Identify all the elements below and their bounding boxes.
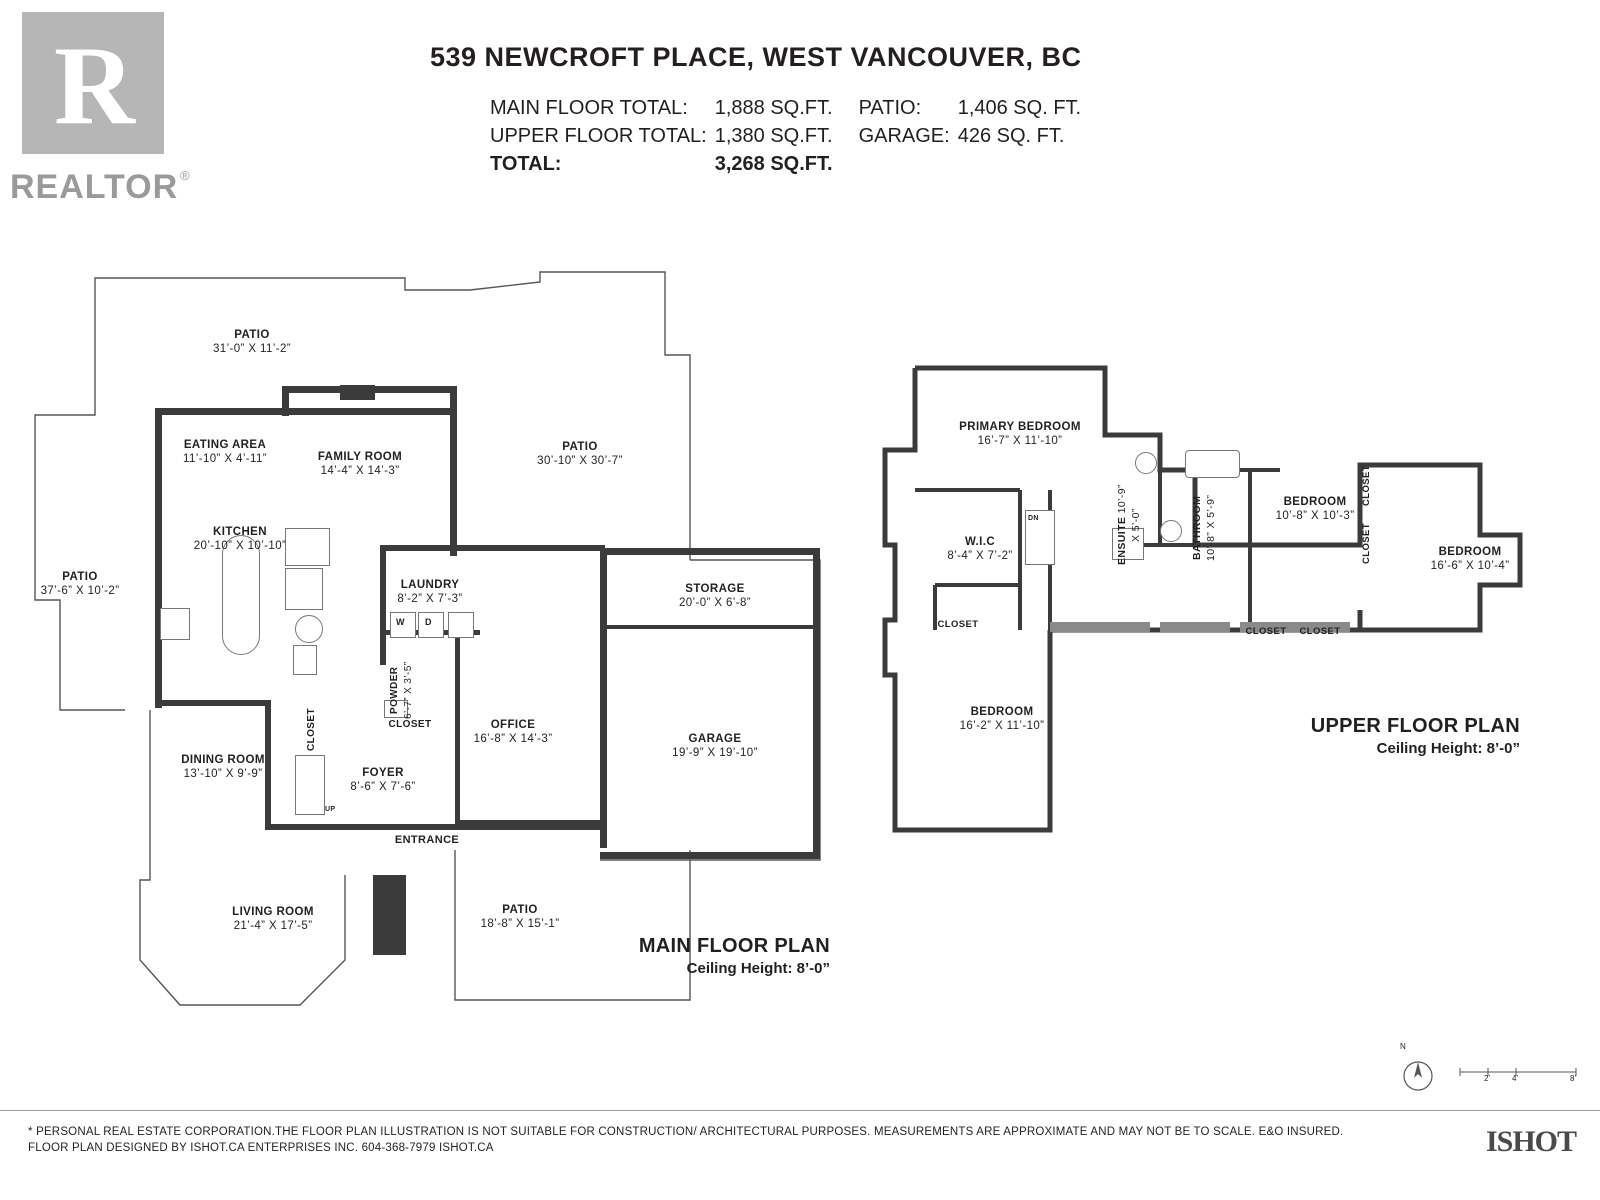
patio-label: PATIO:: [858, 97, 922, 119]
realtor-logo-registered-icon: ®: [180, 168, 190, 183]
wall: [155, 700, 270, 706]
room-label-kitchen: KITCHEN 20’-10” X 10’-10”: [193, 526, 287, 552]
wall: [600, 625, 813, 629]
closet-label-upper-5: CLOSET: [1299, 626, 1341, 637]
room-label-wic: W.I.C 8’-4” X 7’-2”: [947, 536, 1013, 562]
garage-value: 426 SQ. FT.: [957, 125, 1065, 147]
washer-label: W: [396, 617, 405, 627]
room-label-patio-south: PATIO 18’-8” X 15’-1”: [480, 904, 560, 930]
main-floor-total-value: 1,888 SQ.FT.: [714, 97, 833, 119]
footer-divider: [0, 1110, 1600, 1111]
wall: [813, 548, 820, 858]
ishot-logo: [1486, 1125, 1576, 1159]
wall: [600, 548, 607, 848]
scale-tick-8: 8’: [1570, 1074, 1577, 1083]
room-label-primary-bedroom: PRIMARY BEDROOM 16’-7” X 11’-10”: [959, 421, 1081, 447]
scale-tick-2: 2’: [1484, 1074, 1491, 1083]
compass-north-label: N: [1400, 1042, 1406, 1051]
total-value: 3,268 SQ.FT.: [714, 153, 833, 175]
realtor-logo-letter: R: [54, 24, 135, 148]
room-label-garage: GARAGE 19’-9” X 19’-10”: [672, 733, 758, 759]
room-label-patio-west: PATIO 37’-6” X 10’-2”: [40, 571, 120, 597]
compass-icon: [1395, 1048, 1441, 1094]
upper-floor-total-value: 1,380 SQ.FT.: [714, 125, 833, 147]
upper-floor-plan-subtitle: Ceiling Height: 8’-0”: [1376, 740, 1520, 757]
room-label-storage: STORAGE 20’-0” X 6’-8”: [678, 583, 752, 609]
stairs-dn-label: DN: [1028, 515, 1039, 522]
realtor-logo-word: REALTOR: [10, 168, 179, 206]
room-label-office: OFFICE 16’-8” X 14’-3”: [473, 719, 553, 745]
upper-floor-plan: [860, 330, 1600, 870]
stairs: [295, 755, 325, 815]
upper-floor-total-label: UPPER FLOOR TOTAL:: [490, 125, 707, 147]
wall: [282, 386, 289, 416]
upper-floor-outline-svg: [860, 330, 1600, 870]
fireplace: [340, 385, 375, 400]
closet-label-upper-2: CLOSET: [1361, 523, 1372, 565]
kitchen-sink: [160, 608, 190, 640]
wall: [373, 875, 406, 955]
room-label-powder: POWDER 6’-7” X 3’-5”: [389, 661, 414, 719]
entrance-label: ENTRANCE: [394, 834, 460, 846]
kitchen-island: [222, 535, 260, 655]
wall: [600, 852, 820, 859]
ensuite-sink: [1135, 452, 1157, 474]
closet-label-upper-3: CLOSET: [937, 619, 979, 630]
closet-label-upper-4: CLOSET: [1245, 626, 1287, 637]
room-label-dining-room: DINING ROOM 13’-10” X 9’-9”: [181, 754, 265, 780]
closet-label-upper-1: CLOSET: [1361, 465, 1372, 507]
footer-disclaimer: [28, 1124, 1343, 1156]
room-label-patio-north: PATIO 31’-0” X 11’-2”: [212, 329, 291, 355]
room-label-foyer: FOYER 8’-6” X 7’-6”: [350, 767, 416, 793]
footer-line-1: * PERSONAL REAL ESTATE CORPORATION.THE FLOOR PLAN ILLUSTRATION IS NOT SUITABLE FOR CONSTRUCTION/ ARCHITECTURAL PURPOSES. MEASUREMENTS ARE APPROXIMATE AND MAY NOT BE TO SCALE. E&O INSURED.: [28, 1126, 1344, 1138]
scale-tick-4: 4’: [1512, 1074, 1519, 1083]
room-label-bathroom: BATHROOM 10’-8” X 5’-9”: [1191, 494, 1217, 561]
garage-label: GARAGE:: [858, 125, 950, 147]
refrigerator: [285, 568, 323, 610]
wall: [380, 545, 605, 551]
room-label-bedroom-2: BEDROOM 10’-8” X 10’-3”: [1275, 496, 1355, 522]
wall: [450, 386, 457, 556]
wall: [155, 408, 455, 415]
main-floor-plan: [0, 0, 900, 1060]
footer-line-2: FLOOR PLAN DESIGNED BY ISHOT.CA ENTERPRISES INC. 604-368-7979 ISHOT.CA: [28, 1142, 494, 1154]
room-label-laundry: LAUNDRY 8’-2” X 7’-3”: [397, 579, 463, 605]
room-label-family-room: FAMILY ROOM 14’-4” X 14’-3”: [317, 451, 403, 477]
closet-label-hall: CLOSET: [306, 708, 317, 752]
main-floor-plan-subtitle: Ceiling Height: 8’-0”: [686, 960, 830, 977]
closet-label-powder: CLOSET: [388, 719, 432, 730]
oven: [293, 645, 317, 675]
bathroom-sink: [1160, 520, 1182, 542]
total-label: TOTAL:: [490, 153, 562, 175]
room-label-eating-area: EATING AREA 11’-10” X 4’-11”: [183, 439, 267, 465]
laundry-sink: [448, 612, 474, 638]
ishot-wordmark: ISHOT: [1485, 1125, 1576, 1158]
room-label-bedroom-4: BEDROOM 16’-2” X 11’-10”: [959, 706, 1045, 732]
page-title: 539 NEWCROFT PLACE, WEST VANCOUVER, BC: [430, 42, 1082, 72]
bathtub: [1185, 450, 1240, 478]
stairs-up-label: UP: [325, 806, 336, 813]
wall: [455, 820, 605, 826]
main-floor-total-label: MAIN FLOOR TOTAL:: [490, 97, 688, 119]
room-label-living-room: LIVING ROOM 21’-4” X 17’-5”: [232, 906, 314, 932]
upper-floor-plan-title: UPPER FLOOR PLAN: [1310, 715, 1520, 737]
room-label-bedroom-3: BEDROOM 16’-6” X 10’-4”: [1430, 546, 1510, 572]
dryer-label: D: [425, 617, 432, 627]
patio-value: 1,406 SQ. FT.: [957, 97, 1082, 119]
main-floor-plan-title: MAIN FLOOR PLAN: [638, 935, 830, 957]
cooktop-icon: [295, 615, 323, 643]
room-label-patio-east: PATIO 30’-10” X 30’-7”: [537, 441, 623, 467]
room-label-ensuite: ENSUITE 10’-9” X 5’-0”: [1116, 484, 1142, 566]
wall: [600, 548, 820, 555]
